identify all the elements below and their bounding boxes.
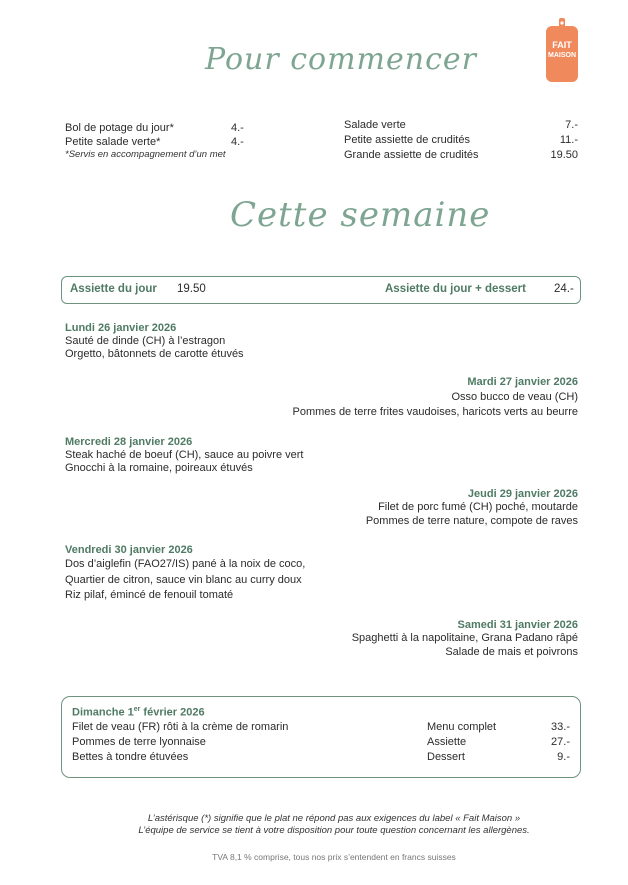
day-title-tuesday: Mardi 27 janvier 2026 [467,376,578,388]
day-title-thursday: Jeudi 29 janvier 2026 [467,488,578,500]
logo-text-top: FAIT [552,40,572,50]
logo-text-bottom: MAISON [548,52,576,59]
day-line-thursday-1: Filet de porc fumé (CH) poché, moutarde [378,501,578,513]
sunday-price-name-3: Dessert [427,751,465,763]
starter-left-name-1: Bol de potage du jour* [65,122,174,134]
day-title-wednesday: Mercredi 28 janvier 2026 [65,436,193,448]
sunday-price-1: 33.- [551,721,570,733]
day-title-friday: Vendredi 30 janvier 2026 [65,544,193,556]
plate-of-the-day-box [61,276,581,304]
starter-right-price-2: 11.- [559,134,578,146]
starter-right-name-2: Petite assiette de crudités [344,134,470,146]
starter-right-price-1: 7.- [565,119,578,131]
plate-label: Assiette du jour [70,283,157,295]
plate-dessert-label: Assiette du jour + dessert [385,283,526,295]
day-title-monday: Lundi 26 janvier 2026 [65,322,177,334]
footer-note-asterisk: L’astérisque (*) signifie que le plat ne répond pas aux exigences du label « Fait Maison » [147,813,521,824]
sunday-title-sup: er [133,706,141,713]
sunday-price-2: 27.- [551,736,570,748]
day-line-wednesday-2: Gnocchi à la romaine, poireaux étuvés [65,462,253,474]
starter-right-name-3: Grande assiette de crudités [344,149,479,161]
sunday-title [72,706,205,719]
day-line-friday-1: Dos d’aiglefin (FAO27/IS) pané à la noix de coco, [65,558,306,570]
section-title-starters: Pour commencer [205,42,477,77]
section-title-week: Cette semaine [230,195,491,235]
day-title-saturday: Samedi 31 janvier 2026 [457,619,578,631]
day-line-saturday-2: Salade de mais et poivrons [445,646,578,658]
starter-left-name-2: Petite salade verte* [65,136,161,148]
starter-right-name-1: Salade verte [344,119,406,131]
plate-price: 19.50 [177,283,206,295]
sunday-price-3: 9.- [557,751,570,763]
day-line-wednesday-1: Steak haché de boeuf (CH), sauce au poivre vert [65,449,304,461]
sunday-line-2: Pommes de terre lyonnaise [72,736,206,748]
starter-left-price-2: 4.- [231,136,244,148]
day-line-monday-2: Orgetto, bâtonnets de carotte étuvés [65,348,244,360]
starter-left-price-1: 4.- [231,122,244,134]
footer-tva: TVA 8,1 % comprise, tous nos prix s’entendent en francs suisses [212,852,456,862]
day-line-monday-1: Sauté de dinde (CH) à l’estragon [65,335,226,347]
footer-note-allergens: L’équipe de service se tient à votre disposition pour toute question concernant les allergènes. [138,825,530,836]
starter-right-price-3: 19.50 [550,149,578,161]
sunday-line-3: Bettes à tondre étuvées [72,751,189,763]
sunday-price-name-2: Assiette [427,736,467,748]
sunday-menu-box [61,696,581,778]
starter-note: *Servis en accompagnement d’un met [65,149,226,160]
sunday-title-prefix: Dimanche 1 [72,706,134,719]
day-line-saturday-1: Spaghetti à la napolitaine, Grana Padano râpé [351,632,578,644]
sunday-line-1: Filet de veau (FR) rôti à la crème de romarin [72,721,289,733]
day-line-friday-2: Quartier de citron, sauce vin blanc au curry doux [65,574,302,586]
day-line-tuesday-1: Osso bucco de veau (CH) [451,391,578,403]
sunday-title-suffix: février 2026 [140,706,205,719]
fait-maison-logo [544,18,580,84]
day-line-thursday-2: Pommes de terre nature, compote de raves [365,515,578,527]
plate-dessert-price: 24.- [554,283,574,295]
day-line-tuesday-2: Pommes de terre frites vaudoises, haricots verts au beurre [292,406,578,418]
day-line-friday-3: Riz pilaf, émincé de fenouil tomaté [65,589,234,601]
sunday-price-name-1: Menu complet [427,721,497,733]
